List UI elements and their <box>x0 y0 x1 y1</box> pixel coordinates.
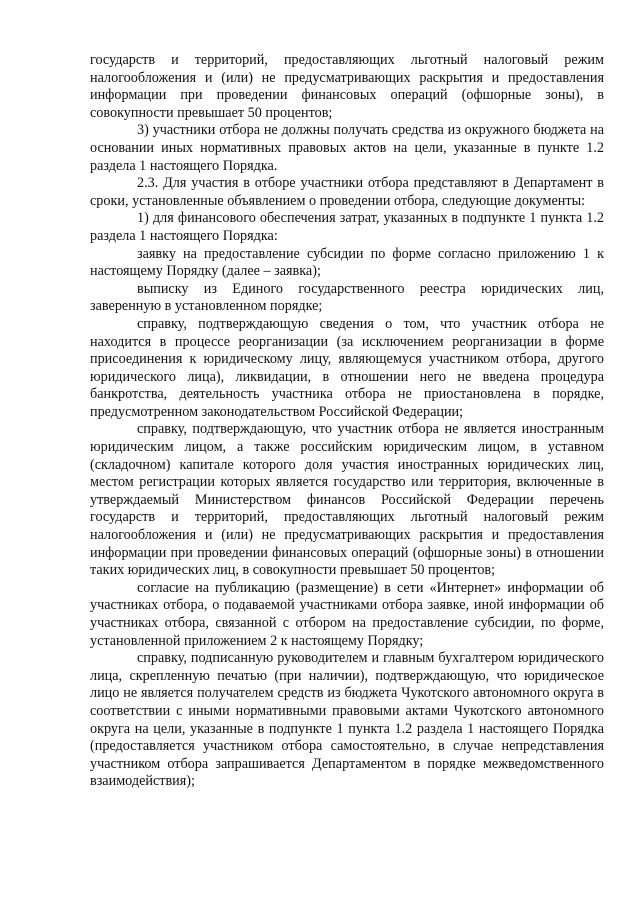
paragraph-publication-consent: согласие на публикацию (размещение) в сети «Интернет» информации об участниках отбора, о подаваемой участниками отбора заявке, иной информации об участниках отбора, связанной с отбором на предоставление субсидии, по форме, установленной приложением 2 к настоящему Порядку; <box>90 579 604 649</box>
paragraph-registry-extract: выписку из Единого государственного реестра юридических лиц, заверенную в установленном порядке; <box>90 280 604 315</box>
paragraph-reorganization-certificate: справку, подтверждающую сведения о том, что участник отбора не находится в процессе реорганизации (за исключением реорганизации в форме присоединения к юридическому лицу, являющемуся участником отбора, другого юридического лица), ликвидации, в отношении него не введена процедура банкротства, деятельность участника отбора не приостановлена в порядке, предусмотренном законодательством Российской Федерации; <box>90 315 604 420</box>
paragraph-item-3: 3) участники отбора не должны получать средства из окружного бюджета на основании иных нормативных правовых актов на цели, указанные в пункте 1.2 раздела 1 настоящего Порядка. <box>90 122 604 174</box>
paragraph-foreign-entity-certificate: справку, подтверждающую, что участник отбора не является иностранным юридическим лицом, а также российским юридическим лицом, в уставном (складочном) капитале которого доля участия иностранных юридических лиц, местом регистрации которых является государство или территория, включенные в утверждаемый Министерством финансов Российской Федерации перечень государств и территорий, предоставляющих льготный налоговый режим налогообложения и (или) не предусматривающих раскрытия и предоставления информации при проведении финансовых операций (офшорные зоны) в отношении таких юридических лиц, в совокупности превышает 50 процентов; <box>90 421 604 579</box>
paragraph-subitem-1: 1) для финансового обеспечения затрат, указанных в подпункте 1 пункта 1.2 раздела 1 настоящего Порядка: <box>90 210 604 244</box>
document-body <box>90 52 604 791</box>
paragraph-section-2-3: 2.3. Для участия в отборе участники отбора представляют в Департамент в сроки, установленные объявлением о проведении отбора, следующие документы: <box>90 175 604 209</box>
paragraph-application: заявку на предоставление субсидии по форме согласно приложению 1 к настоящему Порядку (далее – заявка); <box>90 245 604 280</box>
paragraph-budget-certificate: справку, подписанную руководителем и главным бухгалтером юридического лица, скрепленную печатью (при наличии), подтверждающую, что юридическое лицо не является получателем средств из бюджета Чукотского автономного округа в соответствии с иными нормативными правовыми актами Чукотского автономного округа на цели, указанные в подпункте 1 пункта 1.2 раздела 1 настоящего Порядка (предоставляется участником отбора самостоятельно, в случае непредставления участником отбора запрашивается Департаментом в порядке межведомственного взаимодействия); <box>90 650 604 790</box>
paragraph-continuation: государств и территорий, предоставляющих льготный налоговый режим налогообложения и (или) не предусматривающих раскрытия и предоставления информации при проведении финансовых операций (офшорные зоны), в совокупности превышает 50 процентов; <box>90 52 604 121</box>
